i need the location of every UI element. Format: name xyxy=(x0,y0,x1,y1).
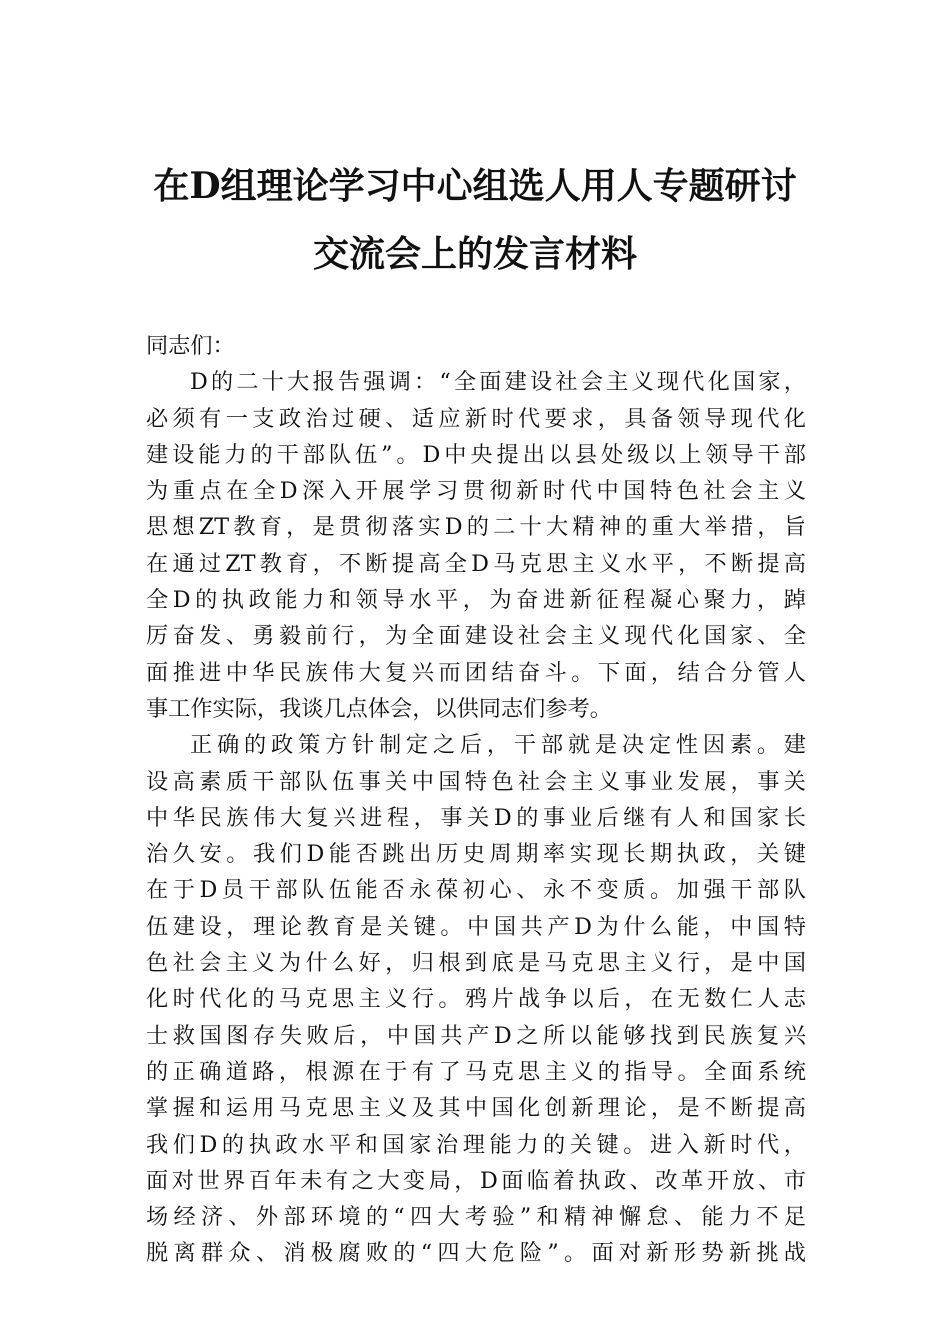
paragraph-line: 在于D员干部队伍能否永葆初心、永不变质。加强干部队 xyxy=(146,877,806,904)
paragraph-line: 士救国图存失败后，中国共产D之所以能够找到民族复兴 xyxy=(146,1022,806,1049)
paragraph-line: 面推进中华民族伟大复兴而团结奋斗。下面，结合分管人 xyxy=(146,659,806,686)
salutation: 同志们： xyxy=(146,333,235,359)
paragraph-line: 色社会主义为什么好，归根到底是马克思主义行，是中国 xyxy=(146,950,806,977)
paragraph-line: 思想ZT教育，是贯彻落实D的二十大精神的重大举措，旨 xyxy=(146,514,806,541)
paragraph-2 xyxy=(146,727,806,1271)
paragraph-line: 伍建设，理论教育是关键。中国共产D为什么能，中国特 xyxy=(146,913,806,940)
paragraph-line: 面对世界百年未有之大变局，D面临着执政、改革开放、市 xyxy=(146,1167,806,1194)
paragraph-line: 建设能力的干部队伍”。D中央提出以县处级以上领导干部 xyxy=(146,441,806,468)
paragraph-line: 全D的执政能力和领导水平，为奋进新征程凝心聚力，踔 xyxy=(146,587,806,614)
paragraph-line: 厉奋发、勇毅前行，为全面建设社会主义现代化国家、全 xyxy=(146,623,806,650)
paragraph-line: 为重点在全D深入开展学习贯彻新时代中国特色社会主义 xyxy=(146,478,806,505)
paragraph-line: 的正确道路，根源在于有了马克思主义的指导。全面系统 xyxy=(146,1058,806,1085)
paragraph-line: 必须有一支政治过硬、适应新时代要求，具备领导现代化 xyxy=(146,405,806,432)
paragraph-1 xyxy=(146,364,806,727)
paragraph-line: 化时代化的马克思主义行。鸦片战争以后，在无数仁人志 xyxy=(146,986,806,1013)
paragraph-line: 设高素质干部队伍事关中国特色社会主义事业发展，事关 xyxy=(146,768,806,795)
paragraph-line: 正确的政策方针制定之后，干部就是决定性因素。建 xyxy=(190,732,806,759)
paragraph-line: D的二十大报告强调：“全面建设社会主义现代化国家， xyxy=(190,369,806,396)
document-body xyxy=(146,328,806,1272)
paragraph-line: 在通过ZT教育，不断提高全D马克思主义水平，不断提高 xyxy=(146,550,806,577)
paragraph-line: 中华民族伟大复兴进程，事关D的事业后继有人和国家长 xyxy=(146,804,806,831)
paragraph-line: 场经济、外部环境的“四大考验”和精神懈怠、能力不足 xyxy=(146,1204,806,1231)
paragraph-line: 治久安。我们D能否跳出历史周期率实现长期执政，关键 xyxy=(146,841,806,868)
paragraph-line: 我们D的执政水平和国家治理能力的关键。进入新时代， xyxy=(146,1131,806,1158)
document-title-line-2: 交流会上的发言材料 xyxy=(312,233,637,275)
paragraph-line: 脱离群众、消极腐败的“四大危险”。面对新形势新挑战 xyxy=(146,1240,806,1267)
paragraph-line: 掌握和运用马克思主义及其中国化创新理论，是不断提高 xyxy=(146,1095,806,1122)
paragraph-line: 事工作实际，我谈几点体会，以供同志们参考。 xyxy=(146,695,612,722)
document-title-line-1: 在D组理论学习中心组选人用人专题研讨 xyxy=(153,165,797,207)
